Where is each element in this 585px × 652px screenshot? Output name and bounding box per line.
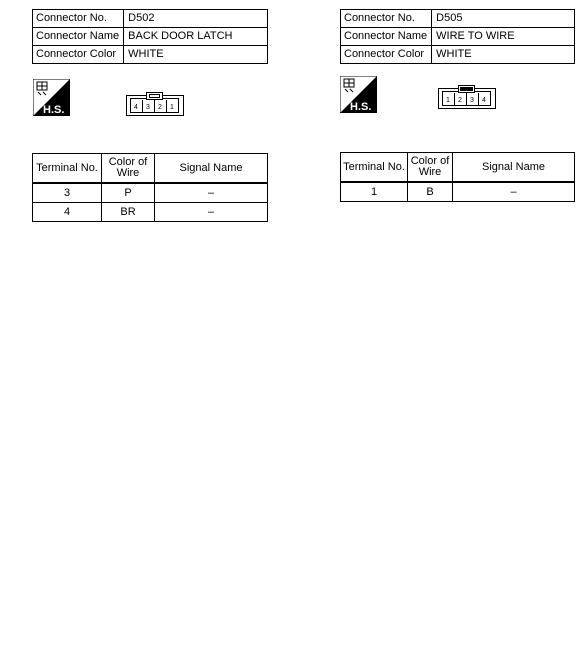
hs-label: H.S.	[350, 101, 372, 113]
connector-name-label: Connector Name	[33, 28, 124, 46]
connector-color-row	[33, 46, 268, 64]
connector-no-row	[341, 10, 575, 28]
wire-color-header: Color of Wire	[408, 153, 453, 183]
harness-side-icon	[340, 76, 377, 113]
connector-no-label: Connector No.	[33, 10, 124, 28]
connector-name-row	[33, 28, 268, 46]
terminal-table-header	[341, 153, 575, 183]
connector-color-label: Connector Color	[341, 46, 432, 64]
connector-no-value: D505	[432, 10, 575, 28]
connector-name-label: Connector Name	[341, 28, 432, 46]
connector-color-value: WHITE	[432, 46, 575, 64]
signal-name-header: Signal Name	[155, 154, 268, 184]
table-row	[341, 182, 575, 202]
connector-color-row	[341, 46, 575, 64]
pin-label: 1	[446, 97, 450, 104]
terminal-no-cell: 3	[33, 183, 102, 203]
connector-color-value: WHITE	[124, 46, 268, 64]
terminal-table-d505	[340, 152, 575, 202]
connector-no-label: Connector No.	[341, 10, 432, 28]
terminal-no-cell: 1	[341, 182, 408, 202]
connector-name-value: WIRE TO WIRE	[432, 28, 575, 46]
pin-label: 4	[482, 97, 486, 104]
signal-name-cell: –	[155, 203, 268, 222]
terminal-no-cell: 4	[33, 203, 102, 222]
connector-name-value: BACK DOOR LATCH	[124, 28, 268, 46]
harness-side-icon	[33, 79, 70, 116]
pin-label: 4	[134, 104, 138, 111]
connector-no-value: D502	[124, 10, 268, 28]
pin-label: 2	[158, 104, 162, 111]
connector-face-icon	[126, 92, 184, 116]
terminal-table-header	[33, 154, 268, 184]
pin-label: 2	[458, 97, 462, 104]
terminal-no-header: Terminal No.	[33, 154, 102, 184]
wire-color-cell: BR	[102, 203, 155, 222]
pin-label: 3	[146, 104, 150, 111]
connector-face-icon	[438, 85, 496, 109]
table-row	[33, 183, 268, 203]
connector-color-label: Connector Color	[33, 46, 124, 64]
wire-color-cell: P	[102, 183, 155, 203]
terminal-table-d502	[32, 153, 268, 222]
wire-color-header: Color of Wire	[102, 154, 155, 184]
pin-label: 3	[470, 97, 474, 104]
signal-name-cell: –	[155, 183, 268, 203]
connector-info-table-d505	[340, 9, 575, 64]
terminal-no-header: Terminal No.	[341, 153, 408, 183]
wire-color-cell: B	[408, 182, 453, 202]
connector-name-row	[341, 28, 575, 46]
connector-info-table-d502	[32, 9, 268, 64]
pin-label: 1	[170, 104, 174, 111]
signal-name-header: Signal Name	[453, 153, 575, 183]
signal-name-cell: –	[453, 182, 575, 202]
table-row	[33, 203, 268, 222]
hs-label: H.S.	[43, 104, 65, 116]
connector-no-row	[33, 10, 268, 28]
